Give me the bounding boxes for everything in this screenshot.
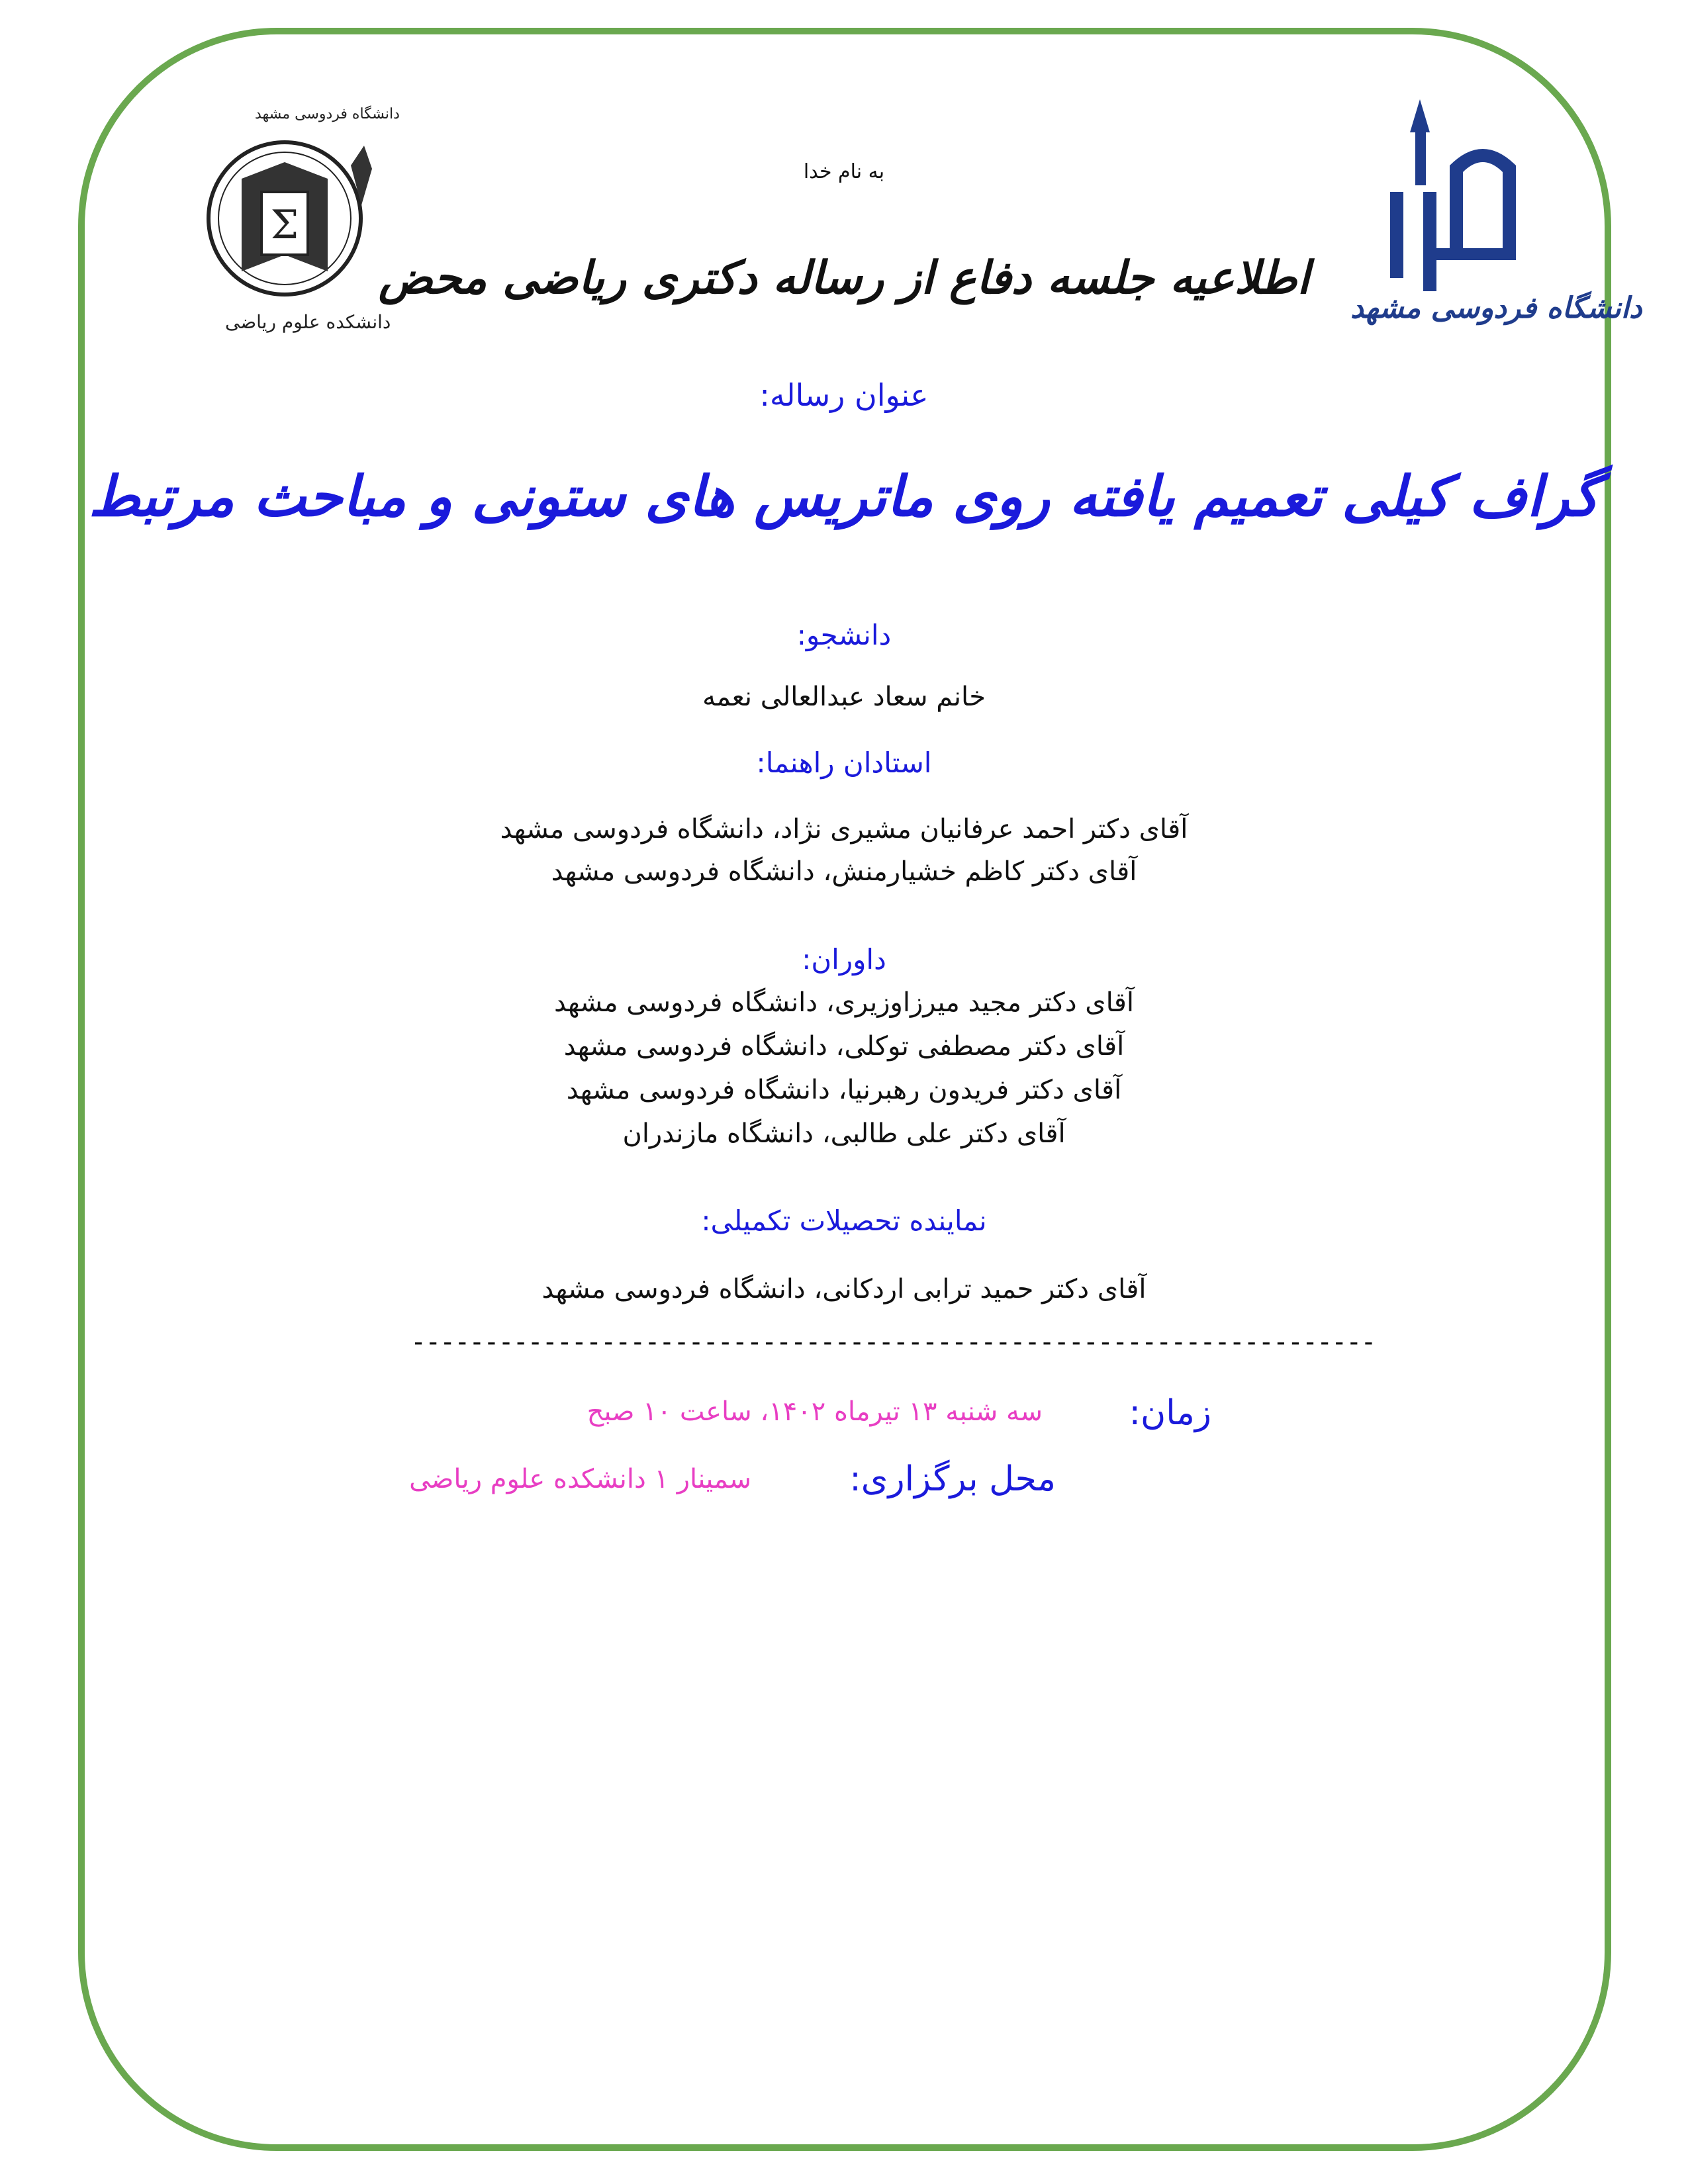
referee-item: آقای دکتر فریدون رهبرنیا، دانشگاه فردوسی مشهد (566, 1075, 1122, 1105)
supervisor-item: آقای دکتر احمد عرفانیان مشیری نژاد، دانشگاه فردوسی مشهد (500, 814, 1188, 844)
referees-label: داوران: (802, 943, 886, 976)
supervisor-item: آقای دکتر کاظم خشیارمنش، دانشگاه فردوسی مشهد (551, 856, 1137, 887)
referee-item: آقای دکتر علی طالبی، دانشگاه مازندران (622, 1118, 1066, 1149)
svg-text:Σ: Σ (270, 202, 299, 248)
graduate-rep-label: نماینده تحصیلات تکمیلی: (701, 1205, 987, 1237)
supervisors-label: استادان راهنما: (756, 747, 932, 779)
time-value: سه شنبه ۱۳ تیرماه ۱۴۰۲، ساعت ۱۰ صبح (586, 1396, 1043, 1427)
thesis-title: گراف کیلی تعمیم یافته روی ماتریس های ستونی و مباحث مرتبط (88, 463, 1600, 529)
time-label: زمان: (1129, 1393, 1211, 1433)
faculty-logo-text: دانشکده علوم ریاضی (225, 311, 391, 333)
university-logo (1350, 93, 1642, 344)
graduate-rep-name: آقای دکتر حمید ترابی اردکانی، دانشگاه فردوسی مشهد (541, 1274, 1147, 1304)
referee-item: آقای دکتر مجید میرزاوزیری، دانشگاه فردوسی مشهد (553, 987, 1135, 1018)
venue-value: سمینار ۱ دانشکده علوم ریاضی (409, 1464, 751, 1494)
university-logo-text: دانشگاه فردوسی مشهد (1350, 291, 1642, 325)
bismillah: به نام خدا (803, 160, 885, 183)
notice-title: اطلاعیه جلسه دفاع از رساله دکتری ریاضی محض (378, 251, 1310, 304)
student-name: خانم سعاد عبدالعالی نعمه (702, 682, 986, 712)
faculty-logo-arc-text: دانشگاه فردوسی مشهد (255, 106, 400, 122)
referee-item: آقای دکتر مصطفی توکلی، دانشگاه فردوسی مشهد (563, 1031, 1125, 1062)
venue-label: محل برگزاری: (849, 1459, 1056, 1499)
student-label: دانشجو: (796, 619, 892, 651)
thesis-label: عنوان رساله: (759, 377, 929, 413)
separator-line: ------------------------------------------------------------------ (410, 1327, 1376, 1357)
